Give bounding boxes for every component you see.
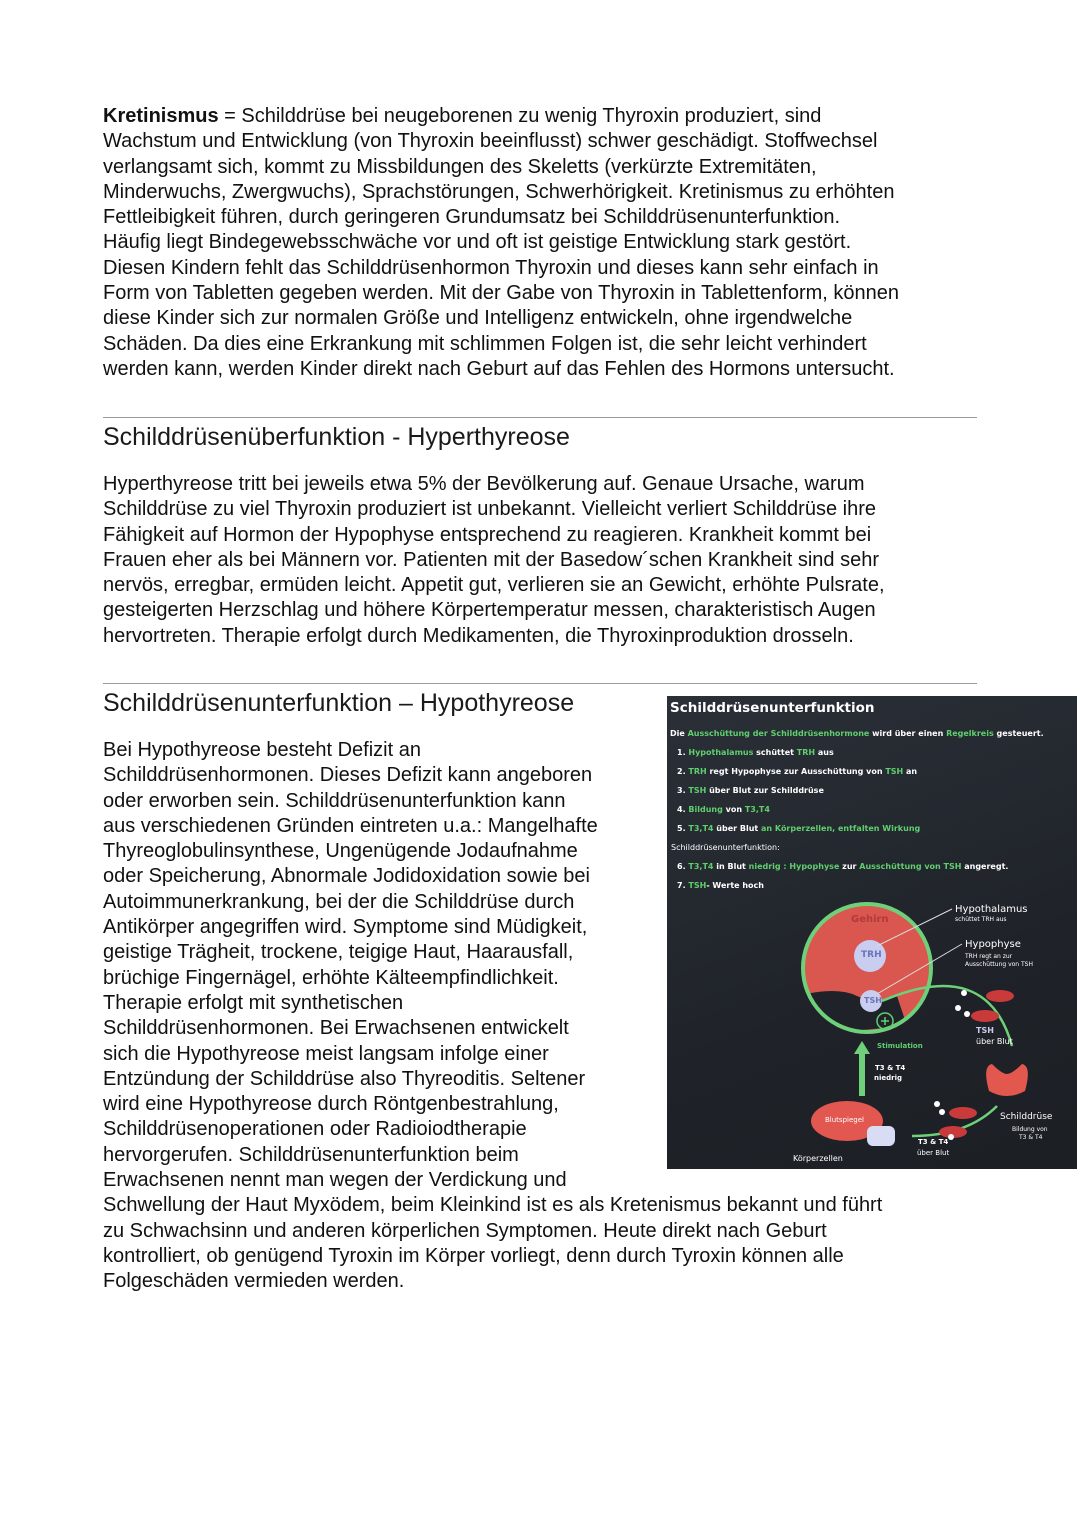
hyper-heading: Schilddrüsenüberfunktion - Hyperthyreose: [103, 423, 570, 451]
label-tsh: TSH: [864, 996, 882, 1005]
figure-step-line: Schilddrüsenunterfunktion:: [671, 843, 780, 852]
step-segment: aus: [815, 748, 834, 757]
label-trh: TRH: [861, 950, 882, 960]
kretinismus-term: Kretinismus: [103, 105, 219, 127]
thyroid-regulation-figure: [667, 696, 1077, 1169]
label-t3t4: T3 & T4: [875, 1064, 906, 1072]
label-schilddruese: Schilddrüse: [1000, 1112, 1053, 1122]
step-segment: - Werte hoch: [706, 881, 764, 890]
step-segment: TRH: [796, 748, 816, 757]
step-segment: TRH: [688, 767, 707, 776]
step-segment: T3,T4: [688, 824, 714, 833]
step-segment: an Körperzellen, entfalten Wirkung: [761, 824, 921, 833]
step-segment: wird über einen: [869, 729, 947, 738]
label-niedrig: niedrig: [874, 1074, 903, 1082]
label-tsh-blut: TSH: [976, 1026, 994, 1035]
kretinismus-paragraph: [103, 104, 899, 382]
step-segment: TSH: [885, 767, 904, 776]
step-segment: von: [722, 805, 745, 814]
step-segment: Regelkreis: [946, 729, 994, 738]
label-schilddruese-sub: T3 & T4: [1019, 1134, 1043, 1141]
step-segment: TSH: [688, 881, 707, 890]
label-blutspiegel: Blutspiegel: [825, 1116, 864, 1124]
label-koerperzellen: Körperzellen: [793, 1154, 843, 1163]
hyper-paragraph: Hyperthyreose tritt bei jeweils etwa 5% der Bevölkerung auf. Genaue Ursache, warum Schilddrüse zu viel Thyroxin produziert ist unbekannt. Vielleicht verliert Schilddrüse ihre Fähigkeit auf Hormon der Hypophyse entsprechend zu reagieren. Krankheit kommt bei Frauen eher als bei Männern vor. Patienten mit der Basedow´schen Krankheit sind sehr nervös, erregbar, ermüden leicht. Appetit gut, verlieren sie an Gewicht, erhöhte Pulsrate, gesteigerten Herzschlag und höhere Körpertemperatur messen, charakteristisch Augen hervortreten. Therapie erfolgt durch Medikamenten, die Thyroxinproduktion drosseln.: [103, 473, 885, 647]
step-segment: 4.: [677, 805, 689, 814]
step-segment: über Blut zur Schilddrüse: [706, 786, 824, 795]
label-schilddruese-sub: Bildung von: [1012, 1126, 1048, 1133]
divider: [103, 417, 977, 418]
step-segment: Bildung: [688, 805, 723, 814]
step-segment: zur: [839, 862, 860, 871]
label-stimulation: Stimulation: [877, 1042, 923, 1050]
step-segment: angeregt.: [961, 862, 1009, 871]
divider: [103, 683, 977, 684]
step-segment: Hypothalamus: [688, 748, 754, 757]
step-segment: Die: [670, 729, 688, 738]
step-segment: gesteuert.: [993, 729, 1044, 738]
step-segment: TSH: [688, 786, 707, 795]
hypo-heading: Schilddrüsenunterfunktion – Hypothyreose: [103, 689, 575, 717]
label-tsh-blut-sub: über Blut: [976, 1037, 1013, 1046]
step-segment: T3,T4: [744, 805, 770, 814]
regulation-diagram: [667, 696, 1077, 1169]
step-segment: T3,T4: [688, 862, 714, 871]
thyroid-icon: [986, 1064, 1028, 1096]
step-segment: in Blut: [713, 862, 749, 871]
label-t3t4-blut: T3 & T4: [918, 1138, 949, 1146]
figure-title: Schilddrüsenunterfunktion: [670, 700, 875, 716]
step-segment: Ausschüttung der Schilddrüsenhormone: [687, 729, 870, 738]
step-segment: 3.: [677, 786, 689, 795]
hypo-paragraph: Bei Hypothyreose besteht Defizit an Schilddrüsenhormonen. Dieses Defizit kann angeboren oder erworben sein. Schilddrüsenunterfunktion kann aus verschiedenen Gründen eintreten u.a.: Mangelhafte Thyreoglobulinsynthese, Ungenügende Jodaufnahme oder Speicherung, Abnormale Jodidoxidation sowie bei Autoimmunerkrankung, bei der die Schilddrüse durch Antikörper angegriffen wird. Symptome sind Müdigkeit, geistige Trägheit, trockene, teigige Haut, Haarausfall, brüchige Fingernägel, erhöhte Kälteempfindlichkeit. Therapie erfolgt mit synthetischen Schilddrüsenhormonen. Bei Erwachsenen entwickelt sich die Hypothyreose meist langsam infolge einer Entzündung der Schilddrüse also Thyreoditis. Seltener wird eine Hypothyreose durch Röntgenbestrahlung, Schilddrüsenoperationen oder Radioiodtherapie hervorgerufen. Schilddrüsenunterfunktion beim Erwachsenen nennt man wegen der Verdickung und Schwellung der Haut Myxödem, beim Kleinkind ist es als Kretenismus bekannt und führt zu Schwachsinn und anderen körperlichen Symptomen. Heute direkt nach Geburt kontrolliert, ob genügend Tyroxin im Körper vorliegt, denn durch Tyroxin können alle Folgeschäden vermieden werden.: [103, 739, 883, 1293]
step-segment: Ausschüttung von TSH: [859, 862, 962, 871]
step-segment: 6.: [677, 862, 689, 871]
step-segment: 5.: [677, 824, 689, 833]
label-hypophyse: Hypophyse: [965, 939, 1021, 950]
label-hypophyse-sub: Ausschüttung von TSH: [965, 961, 1034, 968]
step-segment: schüttet: [753, 748, 797, 757]
step-segment: über Blut: [713, 824, 761, 833]
body-cell: [867, 1126, 895, 1146]
label-gehirn: Gehirn: [851, 914, 889, 925]
kretinismus-text: = Schilddrüse bei neugeborenen zu wenig Thyroxin produziert, sind Wachstum und Entwicklung (von Thyroxin beeinflusst) schwer geschädigt. Stoffwechsel verlangsamt sich, kommt zu Missbildungen des Skeletts (verkürzte Extremitäten, Minderwuchs, Zwergwuchs), Sprachstörungen, Schwerhörigkeit. Kretinismus zu erhöhten Fettleibigkeit führen, durch geringeren Grundumsatz bei Schilddrüsenunterfunktion. Häufig liegt Bindegewebsschwäche vor und oft ist geistige Entwicklung stark gestört. Diesen Kindern fehlt das Schilddrüsenhormon Thyroxin und dieses kann sehr einfach in Form von Tabletten gegeben werden. Mit der Gabe von Thyroxin in Tablettenform, können diese Kinder sich zur normalen Größe und Intelligenz entwickeln, ohne irgendwelche Schäden. Da dies eine Erkrankung mit schlimmen Folgen ist, die sehr leicht verhindert werden kann, werden Kinder direkt nach Geburt auf das Fehlen des Hormons untersucht.: [103, 105, 900, 380]
label-hypothalamus-sub: schüttet TRH aus: [955, 916, 1007, 923]
label-t3t4-blut-sub: über Blut: [917, 1149, 950, 1157]
step-segment: 1.: [677, 748, 689, 757]
label-hypophyse-sub: TRH regt an zur: [965, 953, 1013, 960]
step-segment: 2.: [677, 767, 689, 776]
label-hypothalamus: Hypothalamus: [955, 904, 1028, 915]
step-segment: niedrig : Hypophyse: [748, 862, 840, 871]
step-segment: 7.: [677, 881, 689, 890]
step-segment: regt Hypophyse zur Ausschüttung von: [706, 767, 886, 776]
step-segment: an: [903, 767, 918, 776]
